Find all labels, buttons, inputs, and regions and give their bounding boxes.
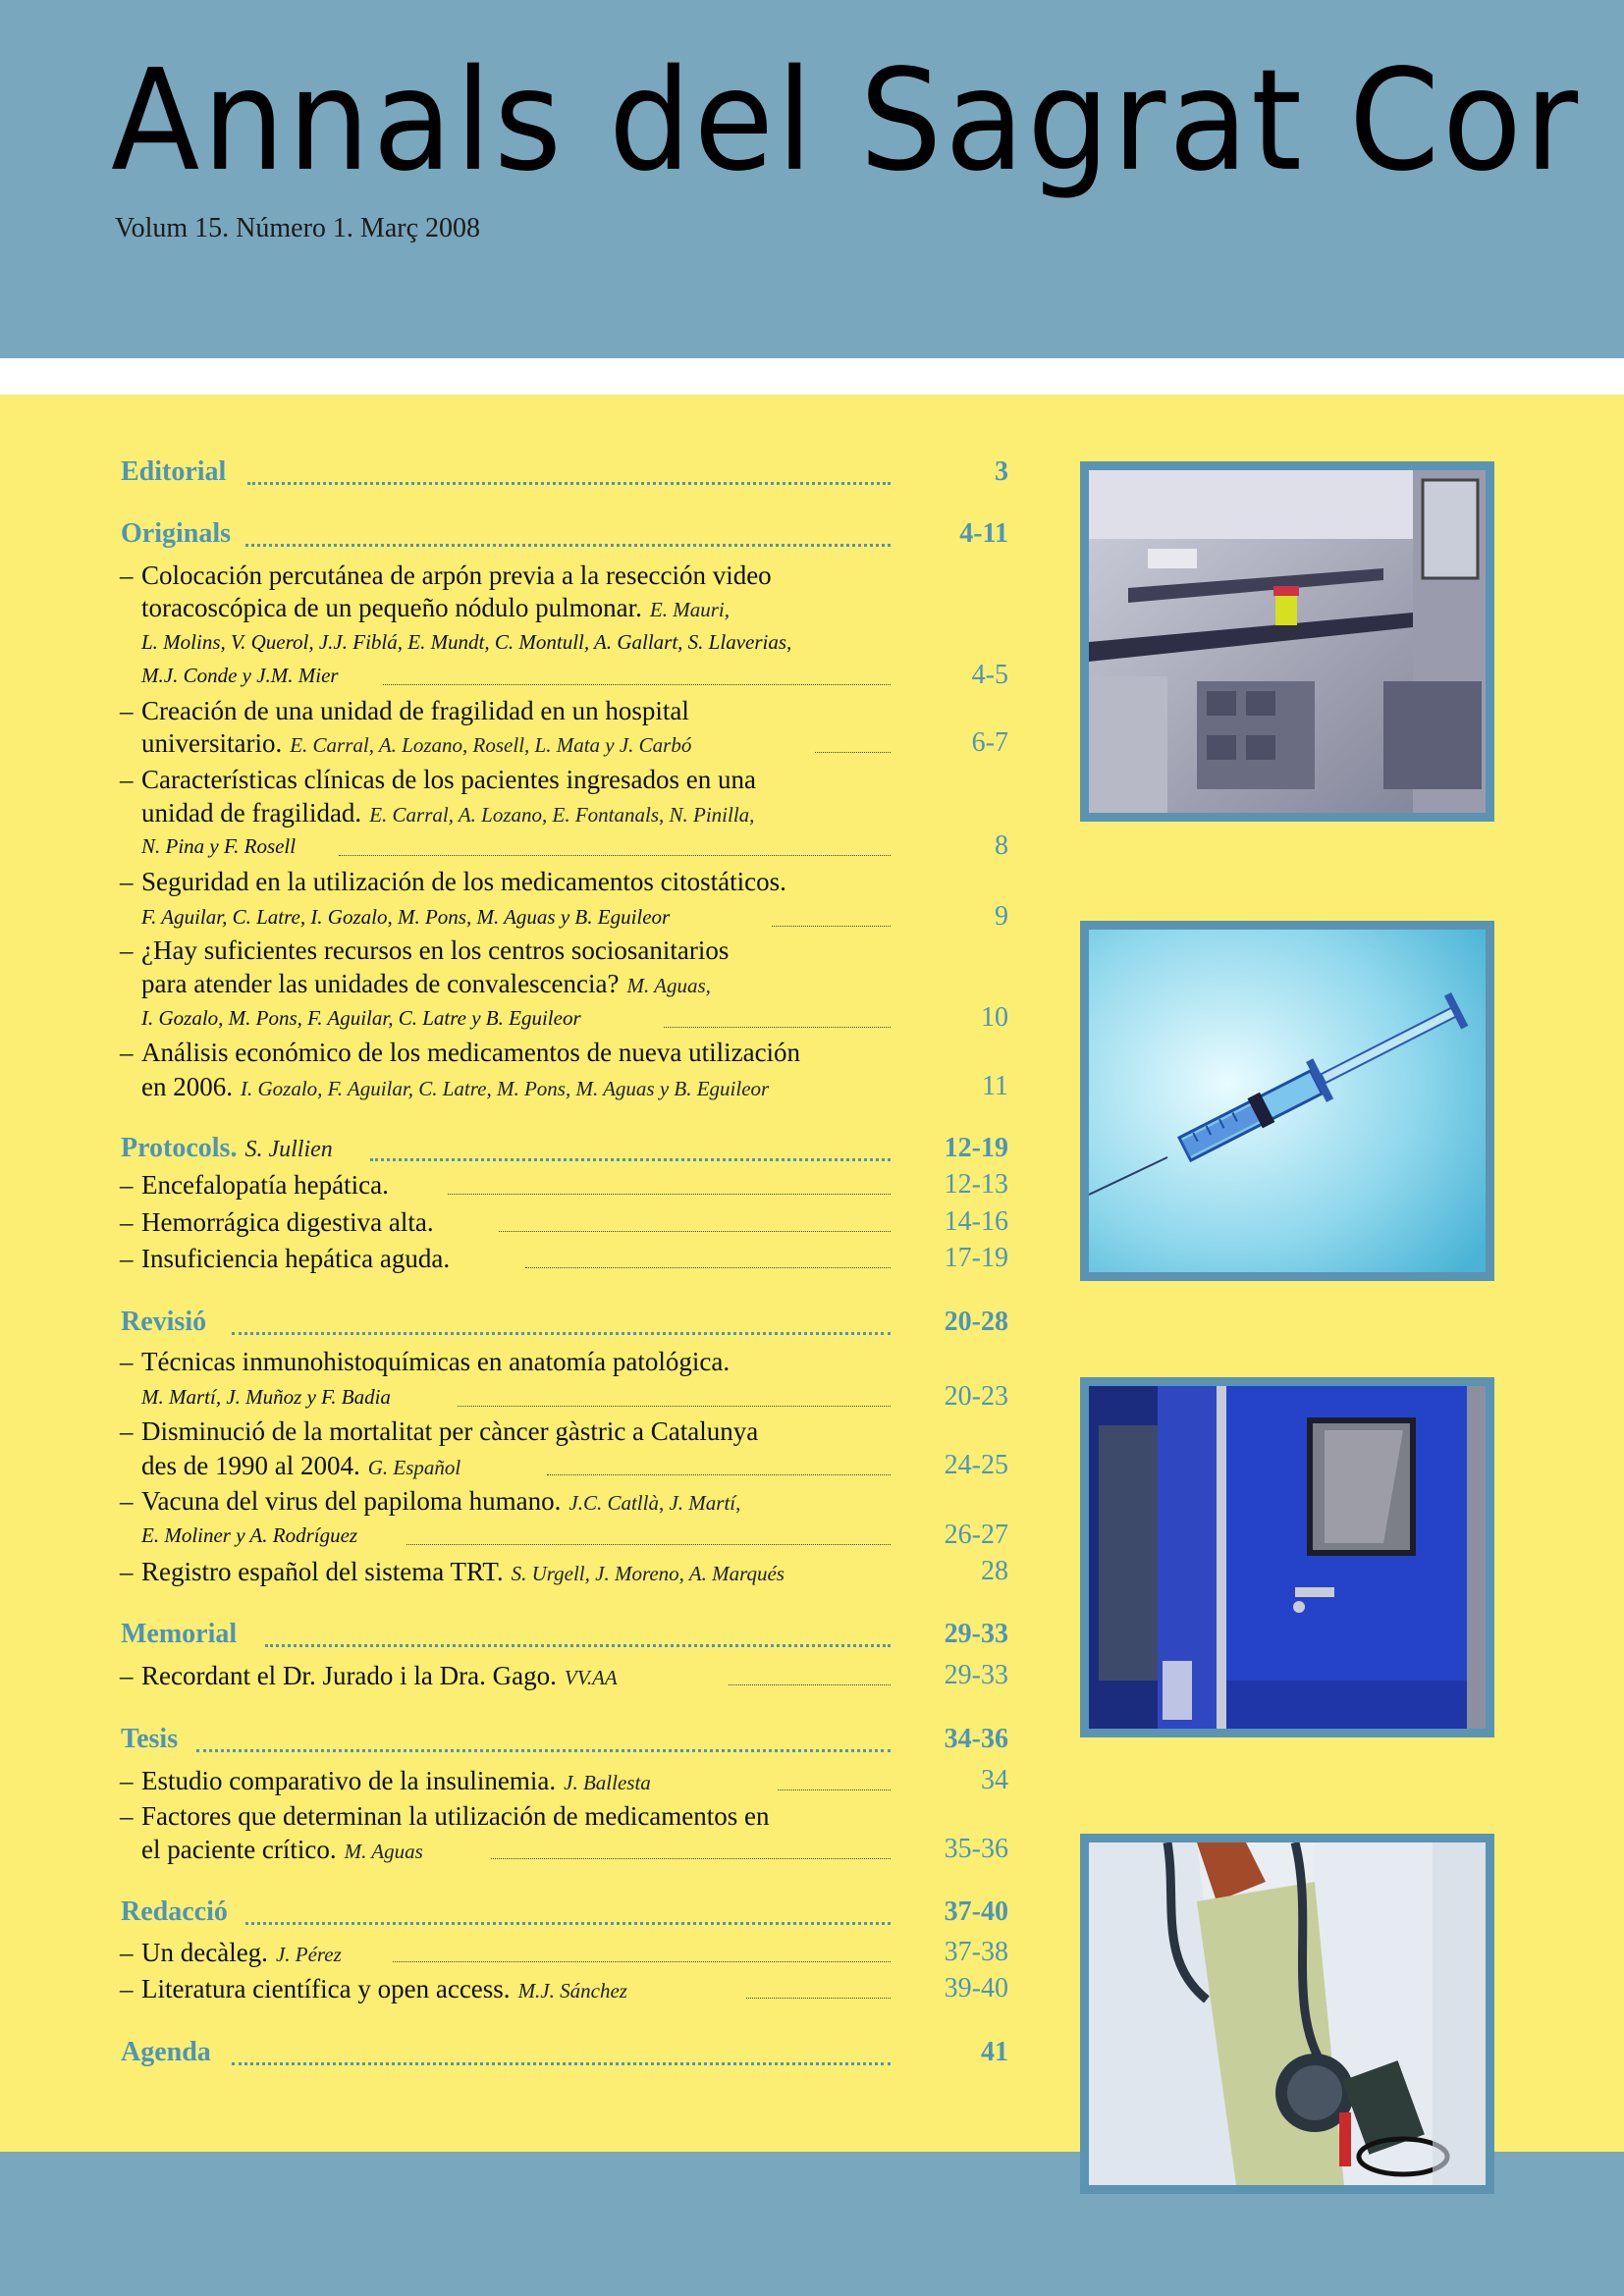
dot-leader — [746, 1964, 891, 1999]
entry-pages: 34 — [981, 1765, 1008, 1795]
entry-title: Hemorrágica digestiva alta. — [141, 1207, 434, 1237]
hospital-shelf-photo — [1080, 461, 1494, 822]
dot-leader — [232, 1299, 891, 1335]
journal-title: Annals del Sagrat Cor — [111, 39, 1582, 203]
cover-header — [0, 0, 1624, 358]
entry-pages: 35-36 — [944, 1834, 1008, 1864]
entry-authors: M.J. Conde y J.M. Mier — [141, 664, 339, 687]
dot-leader — [406, 1511, 891, 1545]
section-pages: 3 — [995, 456, 1008, 487]
section-title: Editorial — [121, 456, 227, 487]
section-pages: 4-11 — [959, 518, 1008, 549]
entry-authors: M. Aguas, — [626, 974, 711, 997]
section-pages: 37-40 — [944, 1896, 1008, 1927]
entry-pages: 10 — [981, 1002, 1008, 1033]
entry-dash: – — [120, 1170, 134, 1200]
entry-title: Características clínicas de los pacientes ingresados en una — [141, 765, 757, 794]
entry-authors: I. Gozalo, F. Aguilar, C. Latre, M. Pons, M. Aguas y B. Eguileor — [240, 1077, 770, 1100]
entry-dash: – — [120, 1801, 134, 1831]
entry-authors: E. Mauri, — [649, 598, 730, 621]
entry-dash: – — [120, 1766, 134, 1795]
entry-authors: E. Carral, A. Lozano, E. Fontanals, N. Pinilla, — [369, 803, 755, 827]
section-title: Protocols. — [121, 1133, 238, 1163]
dot-leader — [491, 1825, 891, 1859]
entry-authors: VV.AA — [564, 1666, 618, 1689]
section-title: Redacció — [121, 1896, 228, 1927]
entry-title: Factores que determinan la utilización de medicamentos en — [141, 1801, 770, 1831]
syringe-photo — [1080, 921, 1494, 1281]
section-pages: 41 — [981, 2037, 1008, 2067]
entry-authors: N. Pina y F. Rosell — [141, 834, 297, 858]
entry-authors: G. Español — [367, 1456, 461, 1479]
entry-dash: – — [120, 1557, 134, 1586]
entry-authors: M. Aguas — [344, 1840, 423, 1863]
entry-authors: J.C. Catllà, J. Martí, — [568, 1491, 741, 1515]
dot-leader — [448, 1160, 891, 1195]
section-pages: 29-33 — [944, 1619, 1008, 1649]
entry-authors: E. Carral, A. Lozano, Rosell, L. Mata y J. Carbó — [290, 733, 692, 757]
entry-title: Creación de una unidad de fragilidad en un hospital — [141, 696, 689, 725]
entry-title: Disminució de la mortalitat per càncer gàstric a Catalunya — [141, 1416, 759, 1446]
dot-leader — [370, 1125, 891, 1161]
entry-dash: – — [120, 1661, 134, 1690]
entry-pages: 14-16 — [944, 1206, 1008, 1237]
dot-leader — [458, 1372, 891, 1407]
entry-dash: – — [120, 561, 134, 590]
entry-title: el paciente crítico. — [141, 1835, 337, 1864]
section-title: Tesis — [121, 1724, 179, 1754]
dot-leader — [772, 892, 891, 927]
entry-authors: S. Urgell, J. Moreno, A. Marqués — [511, 1562, 785, 1585]
section-pages: 34-36 — [944, 1724, 1008, 1754]
dot-leader — [815, 719, 891, 753]
entry-title: Encefalopatía hepática. — [141, 1170, 389, 1200]
entry-pages: 28 — [981, 1556, 1008, 1586]
entry-dash: – — [120, 1938, 134, 1967]
entry-pages: 39-40 — [944, 1973, 1008, 2003]
dot-leader — [245, 510, 891, 547]
entry-authors: M.J. Sánchez — [517, 1979, 627, 2002]
issue-line: Volum 15. Número 1. Març 2008 — [115, 213, 480, 243]
entry-pages: 29-33 — [944, 1660, 1008, 1690]
entry-title: Registro español del sistema TRT. — [141, 1557, 504, 1586]
entry-title: en 2006. — [141, 1072, 233, 1101]
entry-title: Recordant el Dr. Jurado i la Dra. Gago. — [141, 1661, 557, 1690]
entry-title: Un decàleg. — [141, 1938, 268, 1967]
entry-authors: J. Ballesta — [564, 1771, 651, 1794]
entry-authors: F. Aguilar, C. Latre, I. Gozalo, M. Pons, M. Aguas y B. Eguileor — [141, 905, 671, 929]
section-pages: 12-19 — [944, 1133, 1008, 1163]
section-title: Revisió — [121, 1307, 207, 1337]
dot-leader — [729, 1651, 891, 1685]
entry-pages: 4-5 — [971, 660, 1008, 690]
entry-dash: – — [120, 1207, 134, 1237]
section-author: S. Jullien — [244, 1137, 333, 1162]
entry-dash: – — [120, 1416, 134, 1446]
dot-leader — [265, 1611, 891, 1647]
entry-title: des de 1990 al 2004. — [141, 1451, 360, 1480]
entry-dash: – — [120, 1244, 134, 1273]
entry-title: Literatura científica y open access. — [141, 1974, 511, 2003]
dot-leader — [547, 1441, 891, 1475]
entry-pages: 12-13 — [944, 1169, 1008, 1200]
entry-dash: – — [120, 1347, 134, 1376]
entry-title: Insuficiencia hepática aguda. — [141, 1244, 451, 1273]
entry-pages: 37-38 — [944, 1937, 1008, 1967]
dot-leader — [232, 2029, 891, 2065]
dot-leader — [393, 1928, 891, 1962]
entry-title: unidad de fragilidad. — [141, 798, 362, 828]
entry-pages: 11 — [982, 1071, 1008, 1101]
entry-pages: 26-27 — [944, 1520, 1008, 1550]
entry-authors: M. Martí, J. Muñoz y F. Badia — [141, 1385, 391, 1409]
dot-leader — [247, 449, 891, 485]
dot-leader — [339, 822, 891, 856]
entry-title: para atender las unidades de convalescencia? — [141, 969, 620, 998]
entry-pages: 8 — [995, 830, 1008, 861]
dot-leader — [664, 993, 891, 1028]
entry-pages: 9 — [995, 901, 1008, 932]
entry-authors: I. Gozalo, M. Pons, F. Aguilar, C. Latre y B. Eguileor — [141, 1006, 581, 1030]
section-title: Memorial — [121, 1619, 238, 1649]
entry-dash: – — [120, 1974, 134, 2003]
blue-door-photo — [1080, 1377, 1494, 1737]
entry-title: universitario. — [141, 728, 283, 758]
entry-authors: J. Pérez — [275, 1943, 342, 1966]
entry-title: Seguridad en la utilización de los medicamentos citostáticos. — [141, 867, 786, 896]
section-pages: 20-28 — [944, 1307, 1008, 1337]
entry-authors: L. Molins, V. Querol, J.J. Fiblá, E. Mundt, C. Montull, A. Gallart, S. Llaverias, — [141, 630, 792, 654]
entry-authors: E. Moliner y A. Rodríguez — [141, 1523, 358, 1547]
dot-leader — [778, 1756, 891, 1790]
entry-dash: – — [120, 1038, 134, 1067]
entry-dash: – — [120, 867, 134, 896]
entry-dash: – — [120, 1486, 134, 1516]
entry-dash: – — [120, 765, 134, 794]
entry-pages: 17-19 — [944, 1243, 1008, 1273]
entry-title: Estudio comparativo de la insulinemia. — [141, 1766, 557, 1795]
stethoscope-photo — [1080, 1834, 1494, 2194]
entry-title: Análisis económico de los medicamentos de nueva utilización — [141, 1038, 801, 1067]
entry-title: Técnicas inmunohistoquímicas en anatomía patológica. — [141, 1347, 731, 1376]
entry-pages: 24-25 — [944, 1450, 1008, 1480]
entry-dash: – — [120, 935, 134, 965]
dot-leader — [525, 1234, 891, 1268]
section-title: Originals — [121, 518, 232, 549]
dot-leader — [383, 651, 891, 685]
entry-title: Vacuna del virus del papiloma humano. — [141, 1486, 562, 1516]
entry-title: toracoscópica de un pequeño nódulo pulmonar. — [141, 593, 642, 622]
dot-leader — [245, 1889, 891, 1925]
section-title: Agenda — [121, 2037, 211, 2067]
entry-pages: 6-7 — [971, 727, 1008, 758]
entry-pages: 20-23 — [944, 1381, 1008, 1412]
dot-leader — [196, 1716, 891, 1752]
entry-dash: – — [120, 696, 134, 725]
entry-title: ¿Hay suficientes recursos en los centros sociosanitarios — [141, 935, 730, 965]
dot-leader — [499, 1198, 891, 1232]
entry-title: Colocación percutánea de arpón previa a la resección video — [141, 561, 772, 590]
